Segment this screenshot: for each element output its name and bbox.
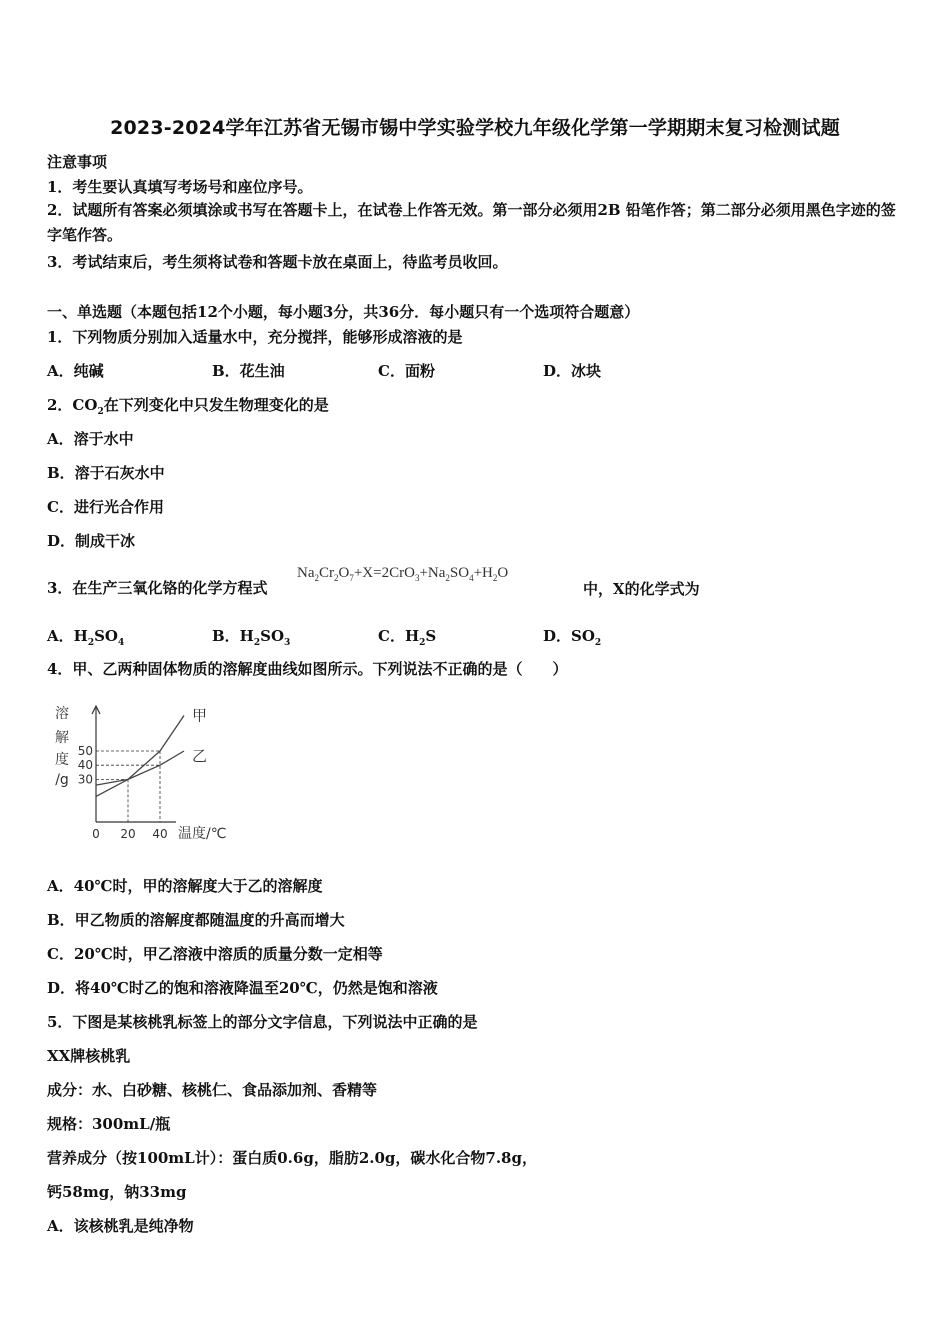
q1-option-c: C．面粉 bbox=[378, 362, 435, 380]
x-tick-label: 20 bbox=[120, 827, 136, 841]
y-tick-label: 50 bbox=[77, 744, 93, 758]
q4-option-a: A．40℃时，甲的溶解度大于乙的溶解度 bbox=[47, 877, 323, 895]
series-label: 乙 bbox=[192, 747, 208, 765]
q2-option-d: D．制成干冰 bbox=[47, 532, 136, 550]
y-tick-label: 30 bbox=[77, 772, 93, 787]
y-axis-label-char: 度 bbox=[55, 752, 69, 768]
x-tick-label: 40 bbox=[152, 827, 168, 841]
y-axis-label-char: /g bbox=[55, 772, 69, 788]
chemical-equation: $Na_2Cr_2O_7+X=2CrO_3+Na_2SO_4+H_2O$ bbox=[297, 565, 509, 583]
series-label: 甲 bbox=[192, 706, 208, 725]
notice-item-2: 2．试题所有答案必须填涂或书写在答题卡上，在试卷上作答无效。第一部分必须用2B 铅笔作答；第二部分必须用黑色字迹的签字笔作答。 bbox=[47, 201, 896, 244]
q3-option-a: A．$H_2SO_4$ bbox=[47, 627, 125, 648]
q1-option-a: A．纯碱 bbox=[47, 362, 104, 380]
label-nutrition: 营养成分（按100mL计）：蛋白质0.6g，脂肪2.0g，碳水化合物7.8g， bbox=[47, 1149, 537, 1167]
q3-option-c: C．$H_2S$ bbox=[378, 627, 437, 648]
q3-option-d: D．$SO_2$ bbox=[543, 627, 602, 648]
y-axis-label-char: 解 bbox=[55, 730, 69, 746]
question-3-stem-prefix: 3．在生产三氧化铬的化学方程式 bbox=[47, 579, 268, 597]
q2-option-a: A．溶于水中 bbox=[47, 430, 134, 448]
x-tick-label: 0 bbox=[92, 827, 100, 841]
y-tick-label: 40 bbox=[77, 758, 93, 773]
question-4-stem: 4．甲、乙两种固体物质的溶解度曲线如图所示。下列说法不正确的是（ ） bbox=[47, 660, 568, 678]
q4-option-d: D．将40℃时乙的饱和溶液降温至20℃，仍然是饱和溶液 bbox=[47, 979, 438, 997]
label-ingredients: 成分：水、白砂糖、核桃仁、食品添加剂、香精等 bbox=[47, 1081, 378, 1099]
q3-option-b: B．$H_2SO_3$ bbox=[212, 627, 291, 648]
page-title: 2023-2024学年江苏省无锡市锡中学实验学校九年级化学第一学期期末复习检测试题 bbox=[110, 117, 840, 139]
question-2-stem: 2．$CO_2$在下列变化中只发生物理变化的是 bbox=[47, 396, 329, 417]
q1-option-d: D．冰块 bbox=[543, 362, 602, 380]
q2-option-b: B．溶于石灰水中 bbox=[47, 464, 165, 482]
x-axis-label: 温度/℃ bbox=[178, 826, 227, 842]
notice-item-3: 3．考试结束后，考生须将试卷和答题卡放在桌面上，待监考员收回。 bbox=[47, 253, 508, 271]
q4-option-c: C．20℃时，甲乙溶液中溶质的质量分数一定相等 bbox=[47, 945, 383, 963]
question-3-stem-suffix: 中，X的化学式为 bbox=[583, 580, 700, 598]
y-axis-label-char: 溶 bbox=[55, 706, 69, 722]
notice-item-1: 1．考生要认真填写考场号和座位序号。 bbox=[47, 178, 313, 196]
question-1-stem: 1．下列物质分别加入适量水中，充分搅拌，能够形成溶液的是 bbox=[47, 328, 463, 346]
label-product-name: XX牌核桃乳 bbox=[47, 1047, 131, 1065]
q5-option-a: A．该核桃乳是纯净物 bbox=[47, 1217, 194, 1235]
series-line-jia bbox=[96, 716, 184, 797]
label-spec: 规格：300mL/瓶 bbox=[47, 1115, 171, 1133]
question-5-stem: 5．下图是某核桃乳标签上的部分文字信息，下列说法中正确的是 bbox=[47, 1013, 478, 1031]
q1-option-b: B．花生油 bbox=[212, 362, 285, 380]
q2-option-c: C．进行光合作用 bbox=[47, 498, 164, 516]
solubility-curve-chart bbox=[44, 700, 244, 850]
section-heading: 一、单选题（本题包括12个小题，每小题3分，共36分．每小题只有一个选项符合题意） bbox=[47, 303, 640, 321]
q4-option-b: B．甲乙物质的溶解度都随温度的升高而增大 bbox=[47, 911, 345, 929]
notice-heading: 注意事项 bbox=[47, 153, 108, 171]
label-minerals: 钙58mg，钠33mg bbox=[47, 1183, 187, 1201]
